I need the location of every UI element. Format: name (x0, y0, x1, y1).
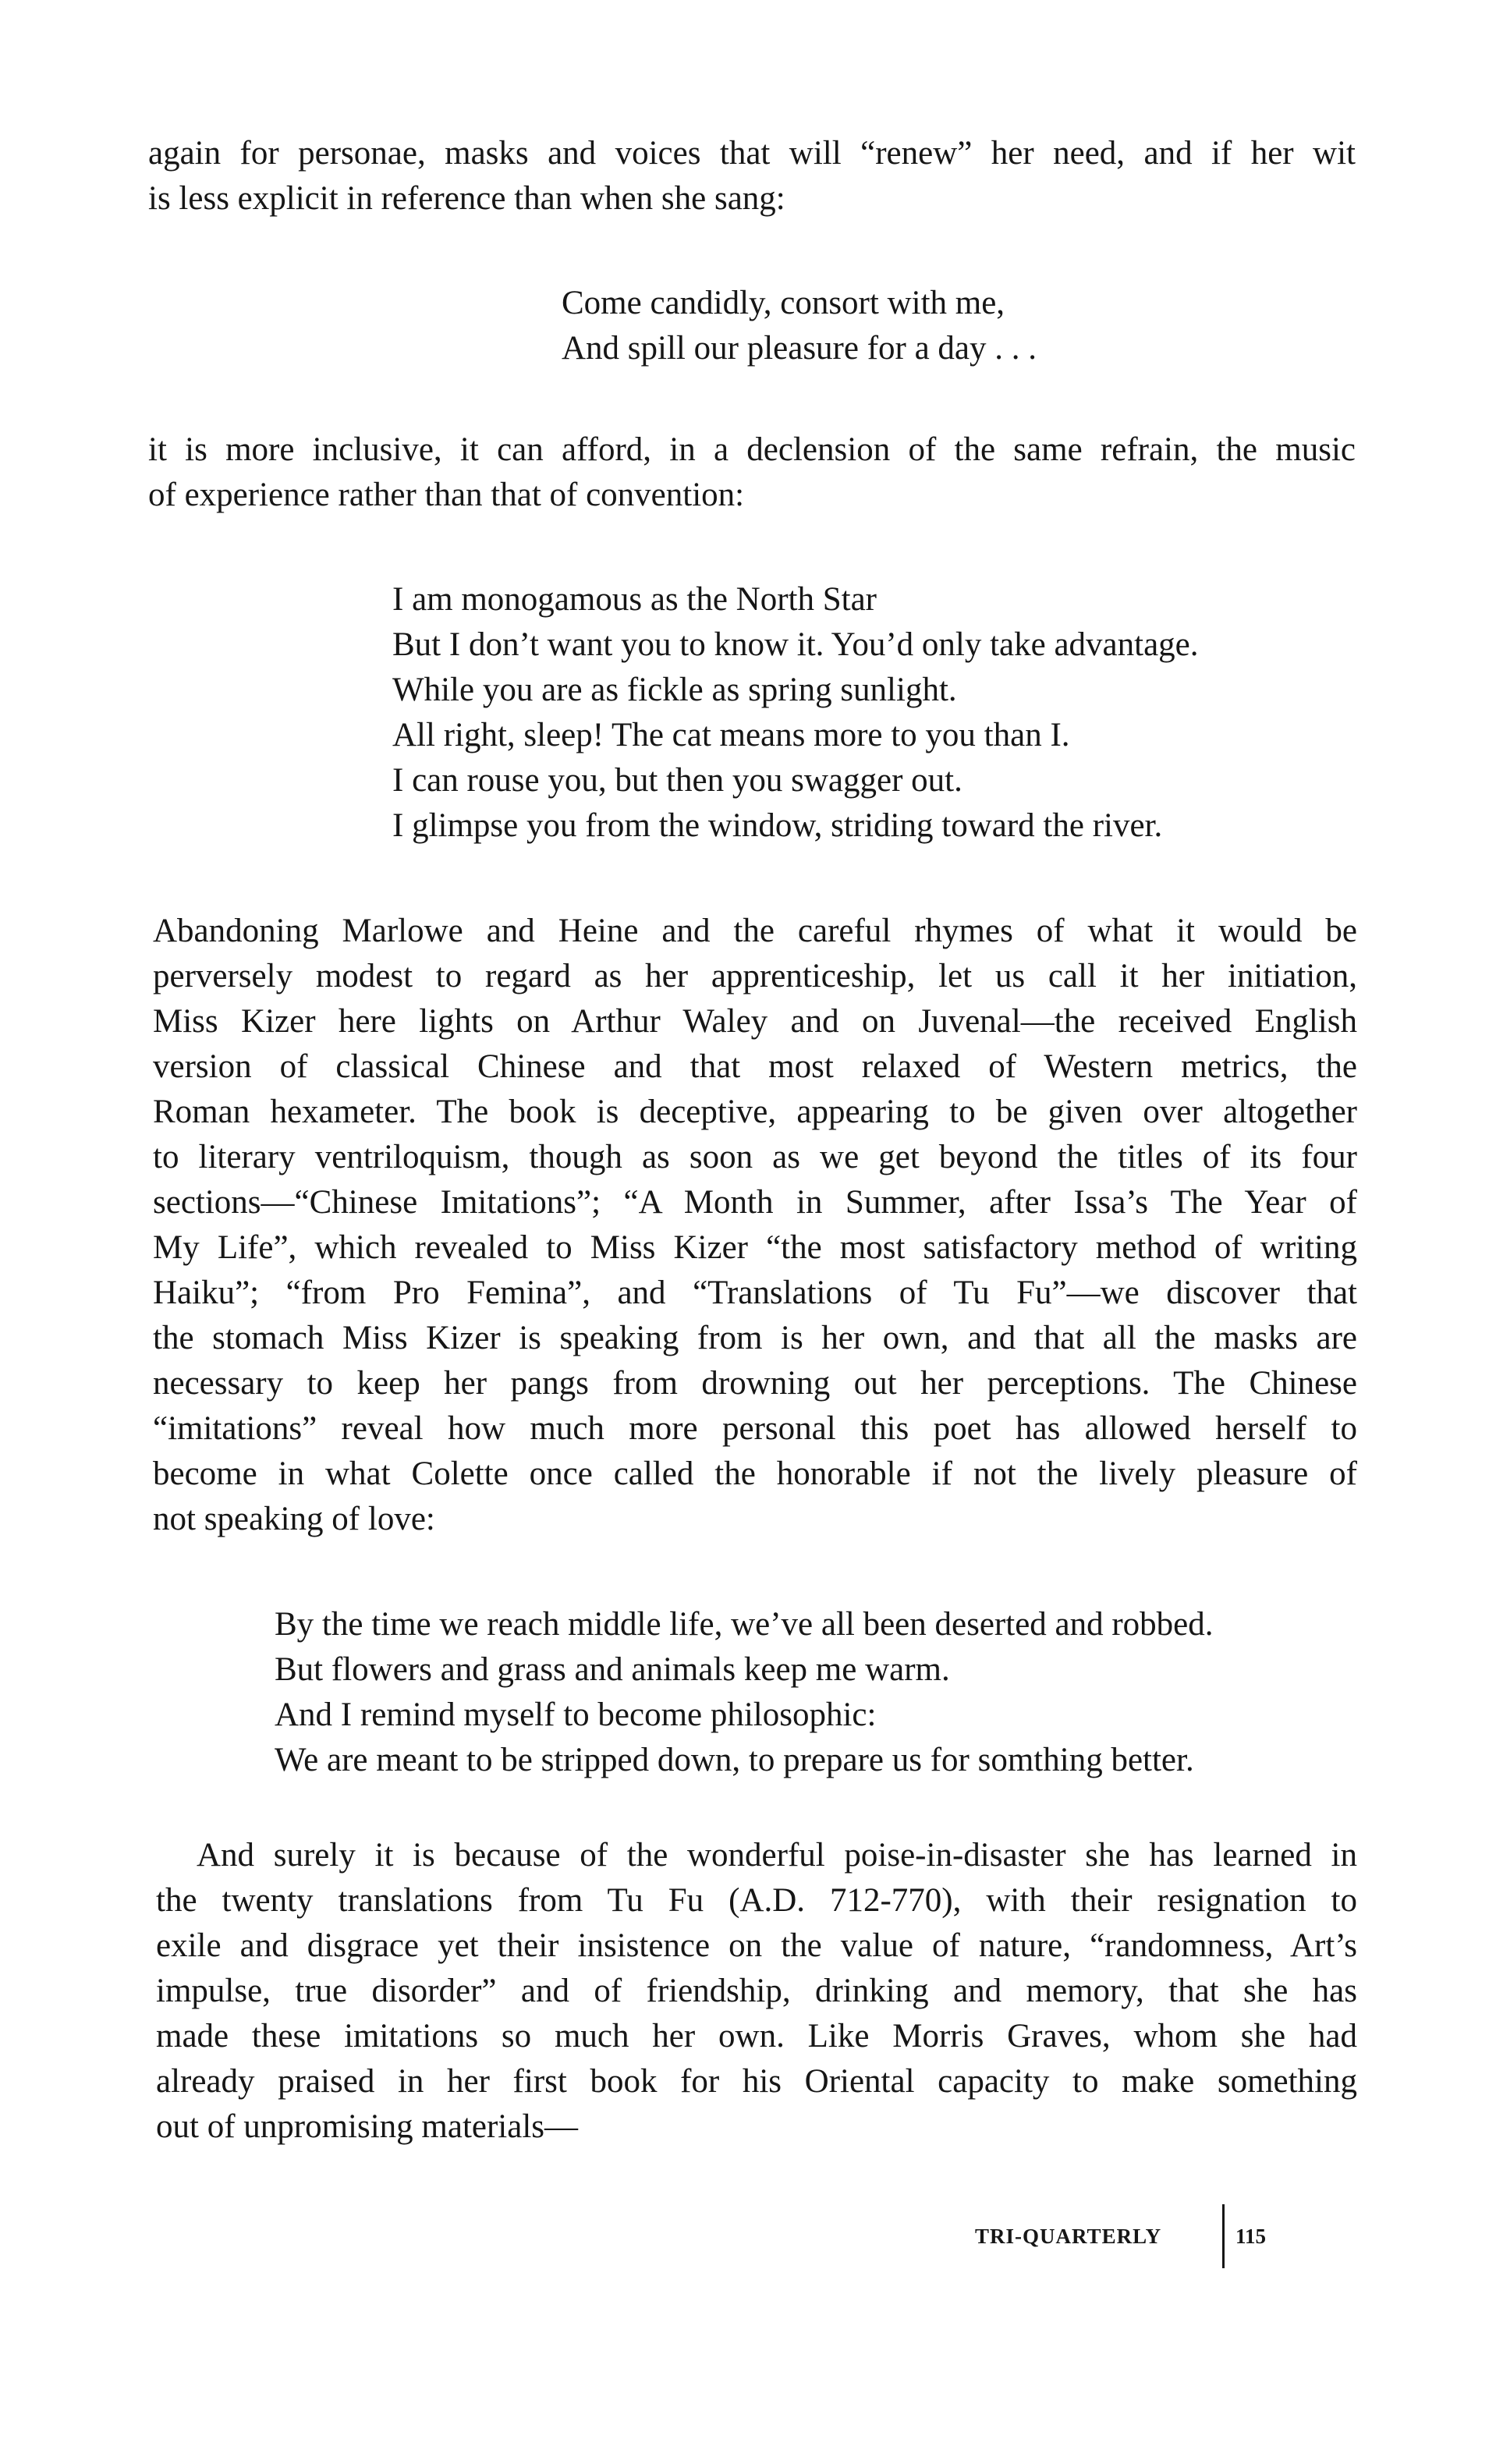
verse-line: I can rouse you, but then you swagger out. (392, 762, 962, 799)
paragraph-line: the stomach Miss Kizer is speaking from is her own, and that all the masks are (153, 1320, 1357, 1356)
paragraph-line: become in what Colette once called the honorable if not the lively pleasure of (153, 1455, 1357, 1492)
paragraph-line: is less explicit in reference than when she sang: (148, 180, 785, 217)
verse-line: By the time we reach middle life, we’ve all been deserted and robbed. (275, 1606, 1214, 1643)
paragraph-line: not speaking of love: (153, 1501, 435, 1537)
paragraph-line: made these imitations so much her own. Like Morris Graves, whom she had (156, 2018, 1357, 2055)
paragraph-line: out of unpromising materials— (156, 2108, 579, 2145)
verse-line: While you are as fickle as spring sunlight. (392, 672, 957, 708)
paragraph-line: Abandoning Marlowe and Heine and the careful rhymes of what it would be (153, 913, 1357, 949)
paragraph-line: Haiku”; “from Pro Femina”, and “Translations of Tu Fu”—we discover that (153, 1275, 1357, 1311)
paragraph-line: version of classical Chinese and that most relaxed of Western metrics, the (153, 1048, 1357, 1085)
paragraph-line: the twenty translations from Tu Fu (A.D. 712-770), with their resignation to (156, 1882, 1357, 1919)
page-number: 115 (1235, 2225, 1267, 2248)
paragraph-line: perversely modest to regard as her apprenticeship, let us call it her initiation, (153, 958, 1357, 994)
paragraph-line: of experience rather than that of convention: (148, 477, 745, 513)
paragraph-line: impulse, true disorder” and of friendship, drinking and memory, that she has (156, 1973, 1357, 2009)
verse-line: But I don’t want you to know it. You’d only take advantage. (392, 626, 1199, 663)
paragraph-line: My Life”, which revealed to Miss Kizer “the most satisfactory method of writing (153, 1229, 1357, 1266)
verse-line: But flowers and grass and animals keep me warm. (275, 1651, 950, 1688)
paragraph-line: it is more inclusive, it can afford, in a declension of the same refrain, the music (148, 431, 1356, 468)
verse-line: I am monogamous as the North Star (392, 581, 877, 618)
verse-line: We are meant to be stripped down, to prepare us for somthing better. (275, 1742, 1194, 1778)
journal-name: TRI-QUARTERLY (975, 2225, 1162, 2248)
paragraph-line: exile and disgrace yet their insistence on the value of nature, “randomness, Art’s (156, 1927, 1357, 1964)
paragraph-line: already praised in her first book for his Oriental capacity to make something (156, 2063, 1357, 2100)
paragraph-line: Roman hexameter. The book is deceptive, appearing to be given over altogether (153, 1094, 1357, 1130)
paragraph-line: to literary ventriloquism, though as soon as we get beyond the titles of its four (153, 1139, 1357, 1175)
verse-line: Come candidly, consort with me, (562, 285, 1005, 321)
paragraph-line: “imitations” reveal how much more personal this poet has allowed herself to (153, 1410, 1357, 1447)
verse-line: All right, sleep! The cat means more to you than I. (392, 717, 1070, 753)
verse-line: And spill our pleasure for a day . . . (562, 330, 1037, 367)
verse-line: I glimpse you from the window, striding toward the river. (392, 807, 1163, 844)
paragraph-line: necessary to keep her pangs from drowning out her perceptions. The Chinese (153, 1365, 1357, 1402)
paragraph-line: again for personae, masks and voices that will “renew” her need, and if her wit (148, 135, 1356, 172)
paragraph-line: And surely it is because of the wonderful poise-in-disaster she has learned in (197, 1837, 1357, 1874)
paragraph-line: sections—“Chinese Imitations”; “A Month in Summer, after Issa’s The Year of (153, 1184, 1357, 1221)
verse-line: And I remind myself to become philosophic: (275, 1696, 877, 1733)
paragraph-line: Miss Kizer here lights on Arthur Waley and on Juvenal—the received English (153, 1003, 1357, 1040)
footer-divider (1222, 2204, 1225, 2268)
